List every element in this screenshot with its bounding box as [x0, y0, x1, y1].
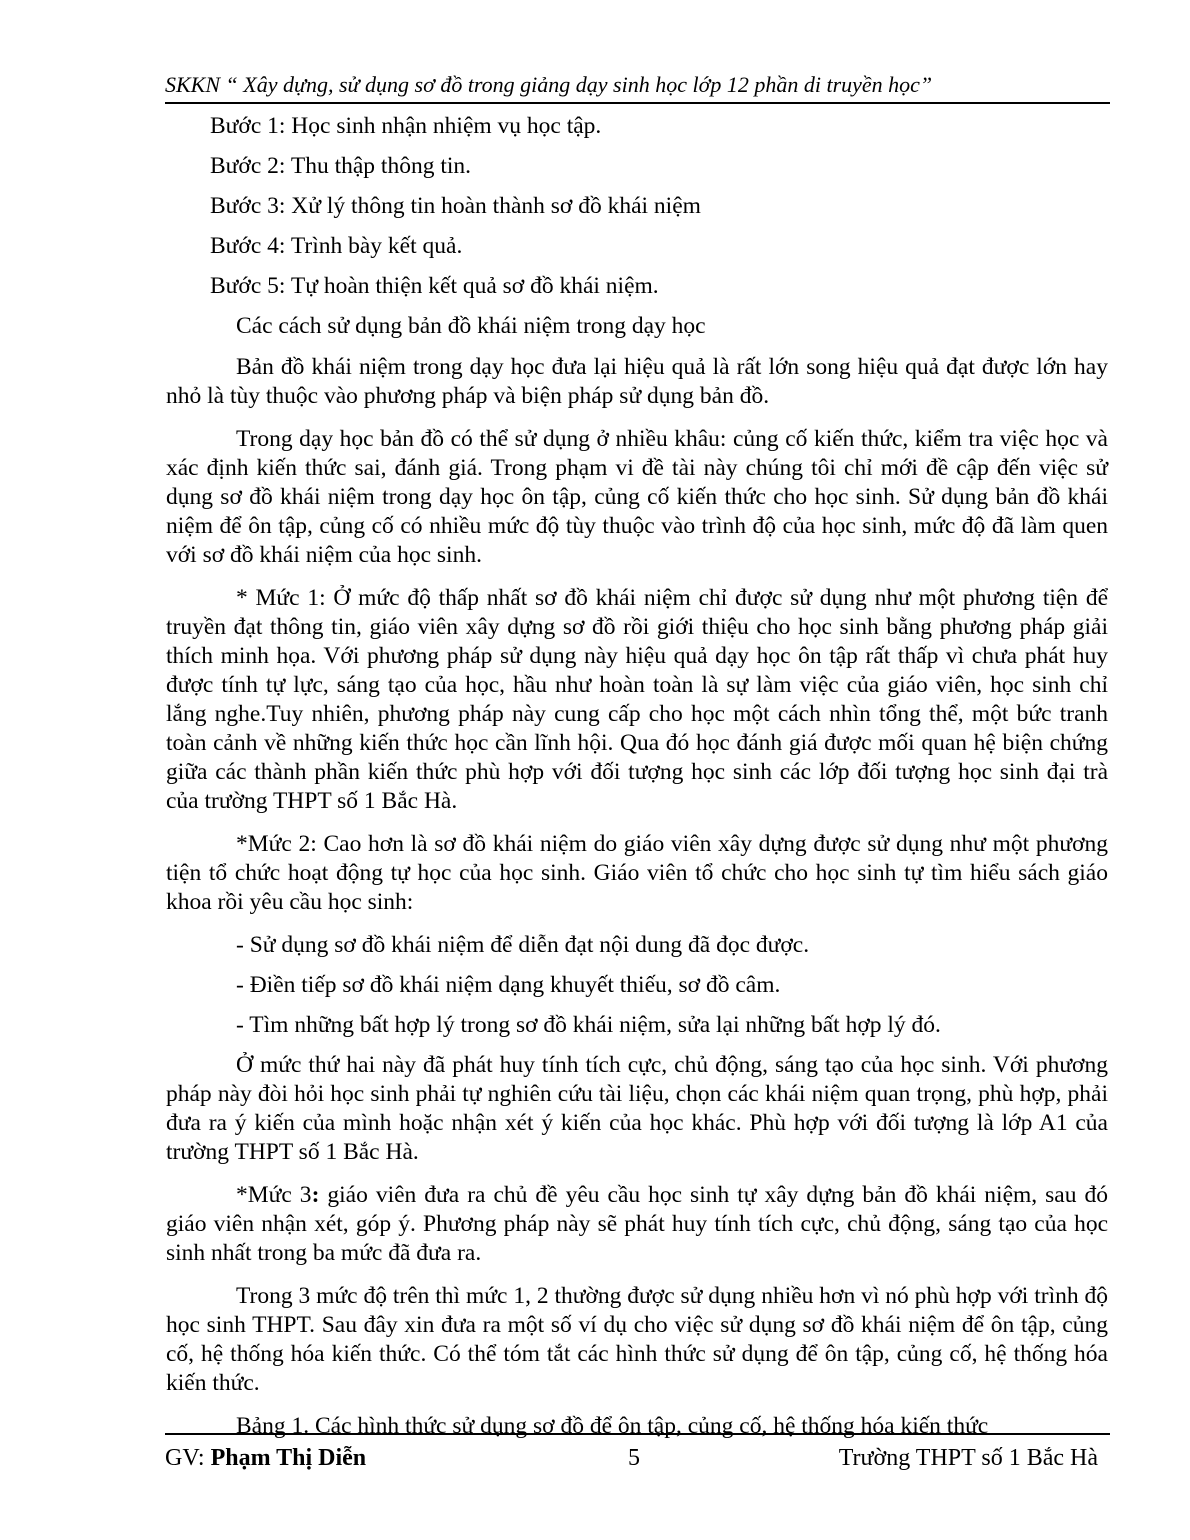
- paragraph-level-1: * Mức 1: Ở mức độ thấp nhất sơ đồ khái niệm chỉ được sử dụng như một phương tiện để truyền đạt thông tin, giáo viên xây dựng sơ đồ rồi giới thiệu cho học sinh bằng phương pháp giải thích minh họa. Với phương pháp sử dụng này hiệu quả dạy học ôn tập rất thấp vì chưa phát huy được tính tự lực, sáng tạo của học, hầu như hoàn toàn là sự làm việc của giáo viên, học sinh chỉ lắng nghe.Tuy nhiên, phương pháp này cung cấp cho học một cách nhìn tổng thể, một bức tranh toàn cảnh về những kiến thức học cần lĩnh hội. Qua đó học đánh giá được mối quan hệ biện chứng giữa các thành phần kiến thức phù hợp với đối tượng học sinh các lớp đối tượng học sinh đại trà của trường THPT số 1 Bắc Hà.: [166, 585, 1108, 814]
- level-3-lead: *Mức 3: [236, 1182, 312, 1208]
- paragraph-2: Trong dạy học bản đồ có thể sử dụng ở nhiều khâu: củng cố kiến thức, kiểm tra việc học và xác định kiến thức sai, đánh giá. Trong phạm vi đề tài này chúng tôi chỉ mới đề cập đến việc sử dụng sơ đồ khái niệm trong dạy học ôn tập, củng cố kiến thức cho học sinh. Sử dụng bản đồ khái niệm để ôn tập, củng cố có nhiều mức độ tùy thuộc vào trình độ của học sinh, mức độ đã làm quen với sơ đồ khái niệm của học sinh.: [166, 426, 1108, 568]
- page-number: 5: [628, 1445, 640, 1471]
- level-3-text: giáo viên đưa ra chủ đề yêu cầu học sinh tự xây dựng bản đồ khái niệm, sau đó giáo viên nhận xét, góp ý. Phương pháp này sẽ phát huy tính tích cực, chủ động, sáng tạo của học sinh nhất trong ba mức đã đưa ra.: [166, 1182, 1108, 1266]
- teacher-prefix: GV:: [165, 1445, 211, 1471]
- section-subheading: Các cách sử dụng bản đồ khái niệm trong dạy học: [236, 313, 706, 339]
- footer-teacher: [165, 1441, 366, 1475]
- paragraph-level-3: [166, 1181, 1108, 1268]
- step-4: Bước 4: Trình bày kết quả.: [210, 233, 463, 259]
- list-item: - Điền tiếp sơ đồ khái niệm dạng khuyết thiếu, sơ đồ câm.: [236, 972, 781, 998]
- level-3-colon: :: [311, 1182, 320, 1208]
- step-2: Bước 2: Thu thập thông tin.: [210, 153, 472, 179]
- paragraph-level-2-analysis: Ở mức thứ hai này đã phát huy tính tích cực, chủ động, sáng tạo của học sinh. Với phương pháp này đòi hỏi học sinh phải tự nghiên cứu tài liệu, chọn các khái niệm quan trọng, phù hợp, phải đưa ra ý kiến của mình hoặc nhận xét ý kiến của học khác. Phù hợp với đối tượng là lớp A1 của trường THPT số 1 Bắc Hà.: [166, 1052, 1108, 1165]
- paragraph-summary: Trong 3 mức độ trên thì mức 1, 2 thường được sử dụng nhiều hơn vì nó phù hợp với trình độ học sinh THPT. Sau đây xin đưa ra một số ví dụ cho việc sử dụng sơ đồ khái niệm để ôn tập, củng cố, hệ thống hóa kiến thức. Có thể tóm tắt các hình thức sử dụng để ôn tập, củng cố, hệ thống hóa kiến thức.: [166, 1283, 1108, 1396]
- table-caption: Bảng 1. Các hình thức sử dụng sơ đồ để ôn tập, củng cố, hệ thống hóa kiến thức: [236, 1413, 989, 1439]
- step-3: Bước 3: Xử lý thông tin hoàn thành sơ đồ khái niệm: [210, 193, 701, 219]
- document-body: [166, 112, 1108, 1453]
- footer-school: Trường THPT số 1 Bắc Hà: [838, 1445, 1098, 1471]
- header-title: SKKN “ Xây dựng, sử dụng sơ đồ trong giảng dạy sinh học lớp 12 phần di truyền học”: [165, 72, 933, 97]
- step-1: Bước 1: Học sinh nhận nhiệm vụ học tập.: [210, 113, 602, 139]
- step-5: Bước 5: Tự hoàn thiện kết quả sơ đồ khái niệm.: [210, 273, 659, 299]
- teacher-name: Phạm Thị Diễn: [210, 1445, 367, 1471]
- page-header: [165, 70, 1110, 104]
- list-item: - Tìm những bất hợp lý trong sơ đồ khái niệm, sửa lại những bất hợp lý đó.: [236, 1012, 941, 1038]
- paragraph-1: Bản đồ khái niệm trong dạy học đưa lại hiệu quả là rất lớn song hiệu quả đạt được lớn hay nhỏ là tùy thuộc vào phương pháp và biện pháp sử dụng bản đồ.: [166, 354, 1108, 409]
- paragraph-level-2: *Mức 2: Cao hơn là sơ đồ khái niệm do giáo viên xây dựng được sử dụng như một phương tiện tổ chức hoạt động tự học của học sinh. Giáo viên tổ chức cho học sinh tự tìm hiểu sách giáo khoa rồi yêu cầu học sinh:: [166, 831, 1108, 915]
- page-footer: [165, 1433, 1110, 1473]
- list-item: - Sử dụng sơ đồ khái niệm để diễn đạt nội dung đã đọc được.: [236, 932, 810, 958]
